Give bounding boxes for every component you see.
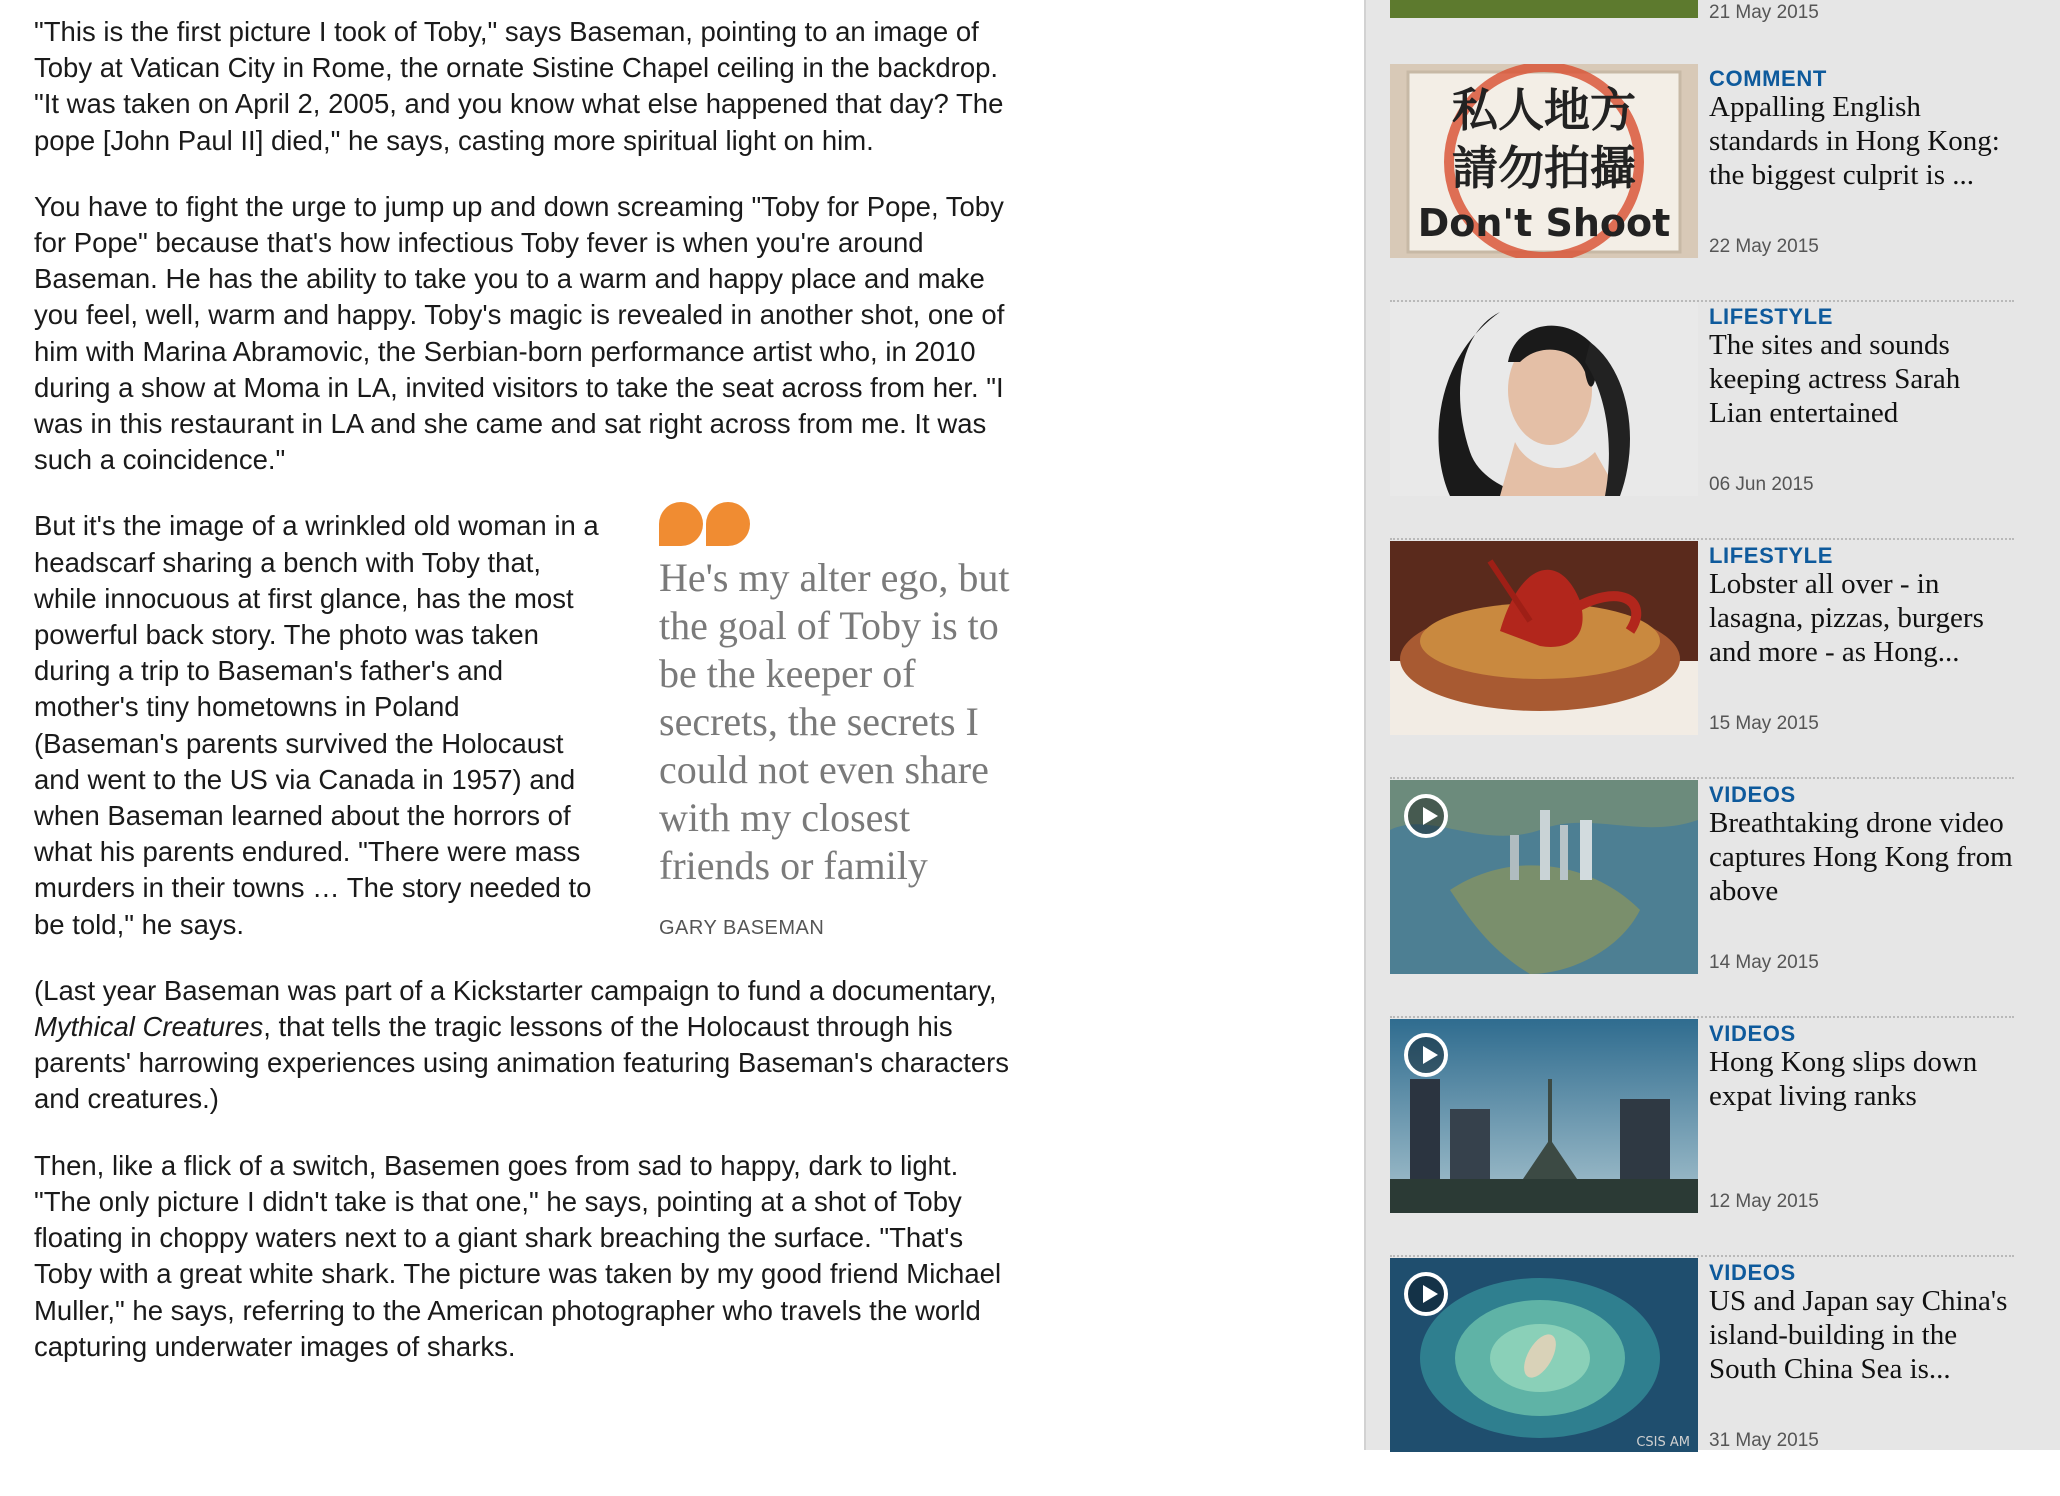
article-paragraph: Then, like a flick of a switch, Basemen goes from sad to happy, dark to light. "The only picture I didn't take is that one," he says, pointing at a shot of Toby floating in choppy waters next to a giant shark breaching the surface. "That's Toby with a great white shark. The picture was taken by my good friend Michael Muller," he says, referring to the American photographer who travels the world capturing underwater images of sharks.	[34, 1149, 1002, 1362]
pullquote-text: He's my alter ego, but the goal of Toby is to be the keeper of secrets, the secrets I could not even share with my closest friends or family	[659, 555, 1010, 889]
story-date: 12 May 2015	[1709, 1191, 1819, 1212]
story-headline[interactable]: The sites and sounds keeping actress Sarah Lian entertained	[1709, 329, 1961, 429]
documentary-title: Mythical Creatures	[34, 1011, 264, 1043]
story-headline[interactable]: US and Japan say China's island-building in the South China Sea is...	[1709, 1285, 2008, 1385]
related-story[interactable]	[1390, 780, 2014, 1018]
svg-text:Don't Shoot: Don't Shoot	[1417, 201, 1671, 245]
story-category[interactable]: LIFESTYLE	[1709, 543, 1833, 568]
story-headline[interactable]: Appalling English standards in Hong Kong: the biggest culprit is ...	[1709, 91, 2000, 191]
thumbnail[interactable]	[1390, 302, 1698, 496]
related-story[interactable]	[1390, 1019, 2014, 1257]
story-category[interactable]: VIDEOS	[1709, 1021, 1796, 1046]
thumbnail[interactable]	[1390, 1019, 1698, 1213]
pullquote	[659, 502, 1014, 946]
svg-text:請勿拍攝: 請勿拍攝	[1452, 141, 1636, 195]
related-story[interactable]	[1390, 302, 2014, 540]
story-category[interactable]: VIDEOS	[1709, 1260, 1796, 1285]
story-date: 21 May 2015	[1709, 2, 1819, 23]
thumbnail[interactable]	[1390, 541, 1698, 735]
article-body	[34, 14, 1014, 1395]
pullquote-section	[34, 508, 1014, 1117]
divider	[1390, 1016, 2014, 1018]
story-category[interactable]: LIFESTYLE	[1709, 304, 1833, 329]
article-paragraph: (Last year Baseman was part of a Kickstarter campaign to fund a documentary, Mythical Creatures, that tells the tragic lessons of the Holocaust through his parents' harrowing experiences using animation featuring Baseman's characters and creatures.)	[34, 974, 1010, 1115]
thumbnail[interactable]	[1390, 780, 1698, 974]
play-icon[interactable]	[1404, 794, 1448, 838]
divider	[1390, 1255, 2014, 1257]
svg-text:私人地方: 私人地方	[1452, 83, 1636, 137]
story-headline[interactable]: Hong Kong slips down expat living ranks	[1709, 1046, 1978, 1112]
related-sidebar	[1364, 0, 2060, 1450]
story-headline[interactable]: Breathtaking drone video captures Hong Kong from above	[1709, 807, 2013, 907]
story-date: 06 Jun 2015	[1709, 474, 1814, 495]
play-icon[interactable]	[1404, 1272, 1448, 1316]
story-date: 22 May 2015	[1709, 236, 1819, 257]
svg-text:CSIS AM: CSIS AM	[1636, 1435, 1690, 1450]
story-headline[interactable]: Lobster all over - in lasagna, pizzas, burgers and more - as Hong...	[1709, 568, 1984, 668]
divider	[1390, 777, 2014, 779]
thumbnail[interactable]	[1390, 64, 1698, 258]
story-date: 14 May 2015	[1709, 952, 1819, 973]
story-category[interactable]: COMMENT	[1709, 66, 1827, 91]
article-paragraph: You have to fight the urge to jump up and down screaming "Toby for Pope, Toby for Pope" because that's how infectious Toby fever is when you're around Baseman. He has the ability to take you to a warm and happy place and make you feel, well, warm and happy. Toby's magic is revealed in another shot, one of him with Marina Abramovic, the Serbian-born performance artist who, in 2010 during a show at Moma in LA, invited visitors to take the seat across from her. "I was in this restaurant in LA and she came and sat right across from me. It was such a coincidence."	[34, 190, 1005, 476]
story-category[interactable]: VIDEOS	[1709, 782, 1796, 807]
pullquote-credit: GARY BASEMAN	[659, 917, 825, 940]
play-icon[interactable]	[1404, 1033, 1448, 1077]
related-story[interactable]	[1390, 1258, 2014, 1496]
thumbnail[interactable]	[1390, 1258, 1698, 1452]
article-paragraph: But it's the image of a wrinkled old woman in a headscarf sharing a bench with Toby that, while innocuous at first glance, has the most powerful back story. The photo was taken during a trip to Baseman's father's and mother's tiny hometowns in Poland (Baseman's parents survived the Holocaust and went to the US via Canada in 1957) and when Baseman learned about the horrors of what his parents endured. "There were mass murders in their towns … The story needed to be told," he says.	[34, 510, 599, 940]
article-paragraph: "This is the first picture I took of Toby," says Baseman, pointing to an image of Toby at Vatican City in Rome, the ornate Sistine Chapel ceiling in the backdrop. "It was taken on April 2, 2005, and you know what else happened that day? The pope [John Paul II] died," he says, casting more spiritual light on him.	[34, 16, 1004, 156]
related-story[interactable]	[1390, 64, 2014, 302]
related-story[interactable]	[1390, 541, 2014, 779]
quote-mark-icon	[659, 502, 1014, 550]
divider	[1390, 538, 2014, 540]
story-date: 15 May 2015	[1709, 713, 1819, 734]
story-date: 31 May 2015	[1709, 1430, 1819, 1451]
thumbnail[interactable]	[1390, 0, 1698, 18]
